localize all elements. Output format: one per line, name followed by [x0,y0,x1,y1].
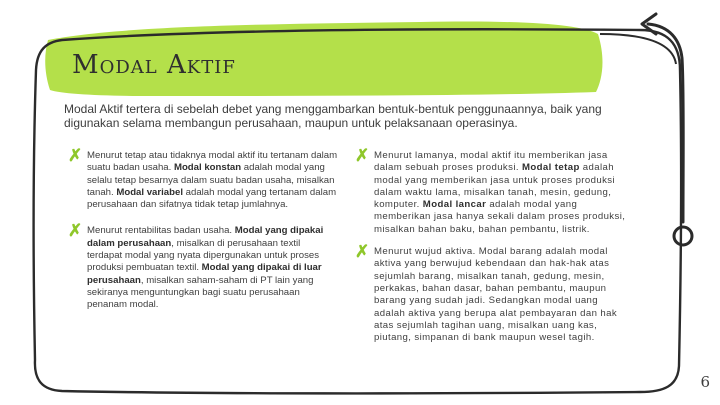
list-item [355,146,630,236]
left-column [68,146,338,312]
item-text: adalah modal yang memberikan jasa untuk proses produksi dalam waktu lama, misalkan tanah, mesin, gedung, komputer. [374,162,616,211]
slide-title: Modal Aktif [72,50,236,80]
list-item [355,242,630,344]
item-term: Modal tetap [522,162,580,174]
item-text: Menurut wujud aktiva. Modal barang adalah modal aktiva yang berwujud kebendaan dan hak-hak atas sejumlah barang, misalkan tanah, gedung, mesin, perkakas, bahan dasar, bahan pembantu, maupun barang yang sudah jadi. Sedangkan modal uang adalah aktiva yang berupa alat pembayaran dan hak atas sejumlah tagihan uang, misalkan uang kas, piutang, simpanan di bank maupun wesel tagih. [374,246,618,344]
cross-bullet-icon: ✗ [68,146,83,165]
list-item [68,221,338,311]
right-column [355,146,630,344]
item-text: , misalkan saham-saham di PT lain yang sekiranya menguntungkan bagi suatu perusahaan penanam modal. [87,274,314,311]
item-text: adalah modal yang memberikan jasa hanya sekali dalam proses produksi, misalkan bahan baku, bahan pembantu, listrik. [374,199,626,235]
sketch-frame-overstroke [600,34,676,64]
circle-ring-icon [674,227,692,245]
list-item [68,146,338,211]
cross-bullet-icon: ✗ [355,242,370,262]
cross-bullet-icon: ✗ [68,221,83,241]
item-text: adalah modal yang selalu tetap besarnya dalam suatu badan usaha, misalkan tanah. [87,162,335,198]
item-term: Modal konstan [173,162,242,174]
item-text: Menurut tetap atau tidaknya modal aktif itu tertanam dalam suatu badan usaha. [87,150,338,174]
page-number: 6 [700,373,710,391]
item-text: adalah modal yang tertanam dalam perusahaan dan sifatnya tidak tetap jumlahnya. [87,186,337,211]
item-term: Modal lancar [422,199,487,211]
cross-bullet-icon: ✗ [355,146,370,165]
item-text: Menurut lamanya, modal aktif itu memberikan jasa dalam sebuah proses produksi. [374,150,608,174]
item-text: , misalkan di perusahaan textil terdapat modal yang nyata dipergunakan untuk proses produksi pembuatan textil. [87,237,320,274]
item-text: Menurut rentabilitas badan usaha. [87,225,235,237]
intro-paragraph: Modal Aktif tertera di sebelah debet yang menggambarkan bentuk-bentuk penggunaannya, baik yang digunakan selama membangun perusahaan, maupun untuk pelaksanaan operasinya. [64,102,602,130]
item-term: Modal yang dipakai di luar perusahaan [87,262,322,286]
item-term: Modal yang dipakai dalam perusahaan [87,225,324,249]
item-term: Modal variabel [116,186,183,198]
